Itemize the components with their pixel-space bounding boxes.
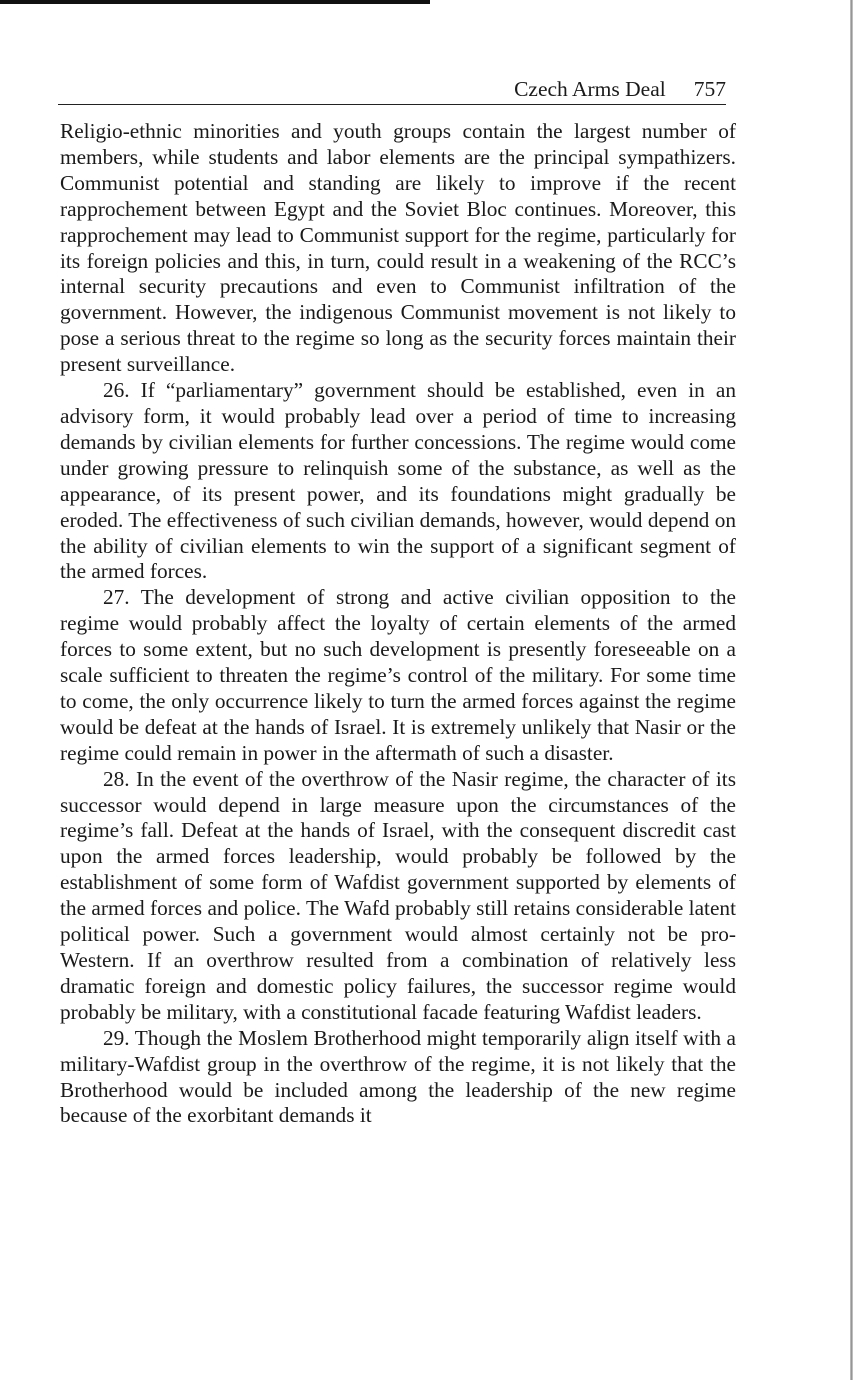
page-body [60, 119, 736, 1129]
paragraph-28: 28. In the event of the overthrow of the Nasir regime, the character of its successor would depend in large measure upon the circumstances of the regime’s fall. Defeat at the hands of Israel, with the consequent discredit cast upon the armed forces leadership, would probably be followed by the establishment of some form of Wafdist government supported by elements of the armed forces and police. The Wafd probably still retains considerable latent political power. Such a government would almost certainly not be pro-Western. If an overthrow resulted from a combination of relatively less dramatic foreign and domestic policy failures, the successor regime would probably be military, with a constitutional facade featuring Wafdist leaders. [60, 766, 736, 1024]
page-number: 757 [693, 77, 726, 101]
paragraph-27: 27. The development of strong and active civilian opposition to the regime would probably affect the loyalty of certain elements of the armed forces to some extent, but no such development is presently foreseeable on a scale sufficient to threaten the regime’s control of the military. For some time to come, the only occurrence likely to turn the armed forces against the regime would be defeat at the hands of Israel. It is extremely unlikely that Nasir or the regime could remain in power in the aftermath of such a disaster. [60, 585, 736, 765]
header-title: Czech Arms Deal [514, 77, 666, 101]
paragraph-continuation: Religio-ethnic minorities and youth groups contain the largest number of members, while students and labor elements are the principal sympathizers. Communist potential and standing are likely to improve if the recent rapprochement between Egypt and the Soviet Bloc continues. Moreover, this rapprochement may lead to Communist support for the regime, particularly for its foreign policies and this, in turn, could result in a weakening of the RCC’s internal security precautions and even to Communist infiltration of the government. However, the indigenous Communist movement is not likely to pose a serious threat to the regime so long as the security forces maintain their present surveillance. [60, 119, 736, 377]
page-edge-shadow [850, 0, 853, 1380]
paragraph-26: 26. If “parliamentary” government should be established, even in an advisory form, it would probably lead over a period of time to increasing demands by civilian elements for further concessions. The regime would come under growing pressure to relinquish some of the substance, as well as the appearance, of its present power, and its foundations might gradually be eroded. The effectiveness of such civilian demands, however, would depend on the ability of civilian elements to win the support of a significant segment of the armed forces. [60, 378, 736, 584]
top-scan-edge [0, 0, 430, 4]
running-header [58, 74, 726, 105]
paragraph-29: 29. Though the Moslem Brotherhood might temporarily align itself with a military-Wafdist group in the overthrow of the regime, it is not likely that the Brotherhood would be included among the leadership of the new regime because of the exorbitant demands it [60, 1025, 736, 1128]
